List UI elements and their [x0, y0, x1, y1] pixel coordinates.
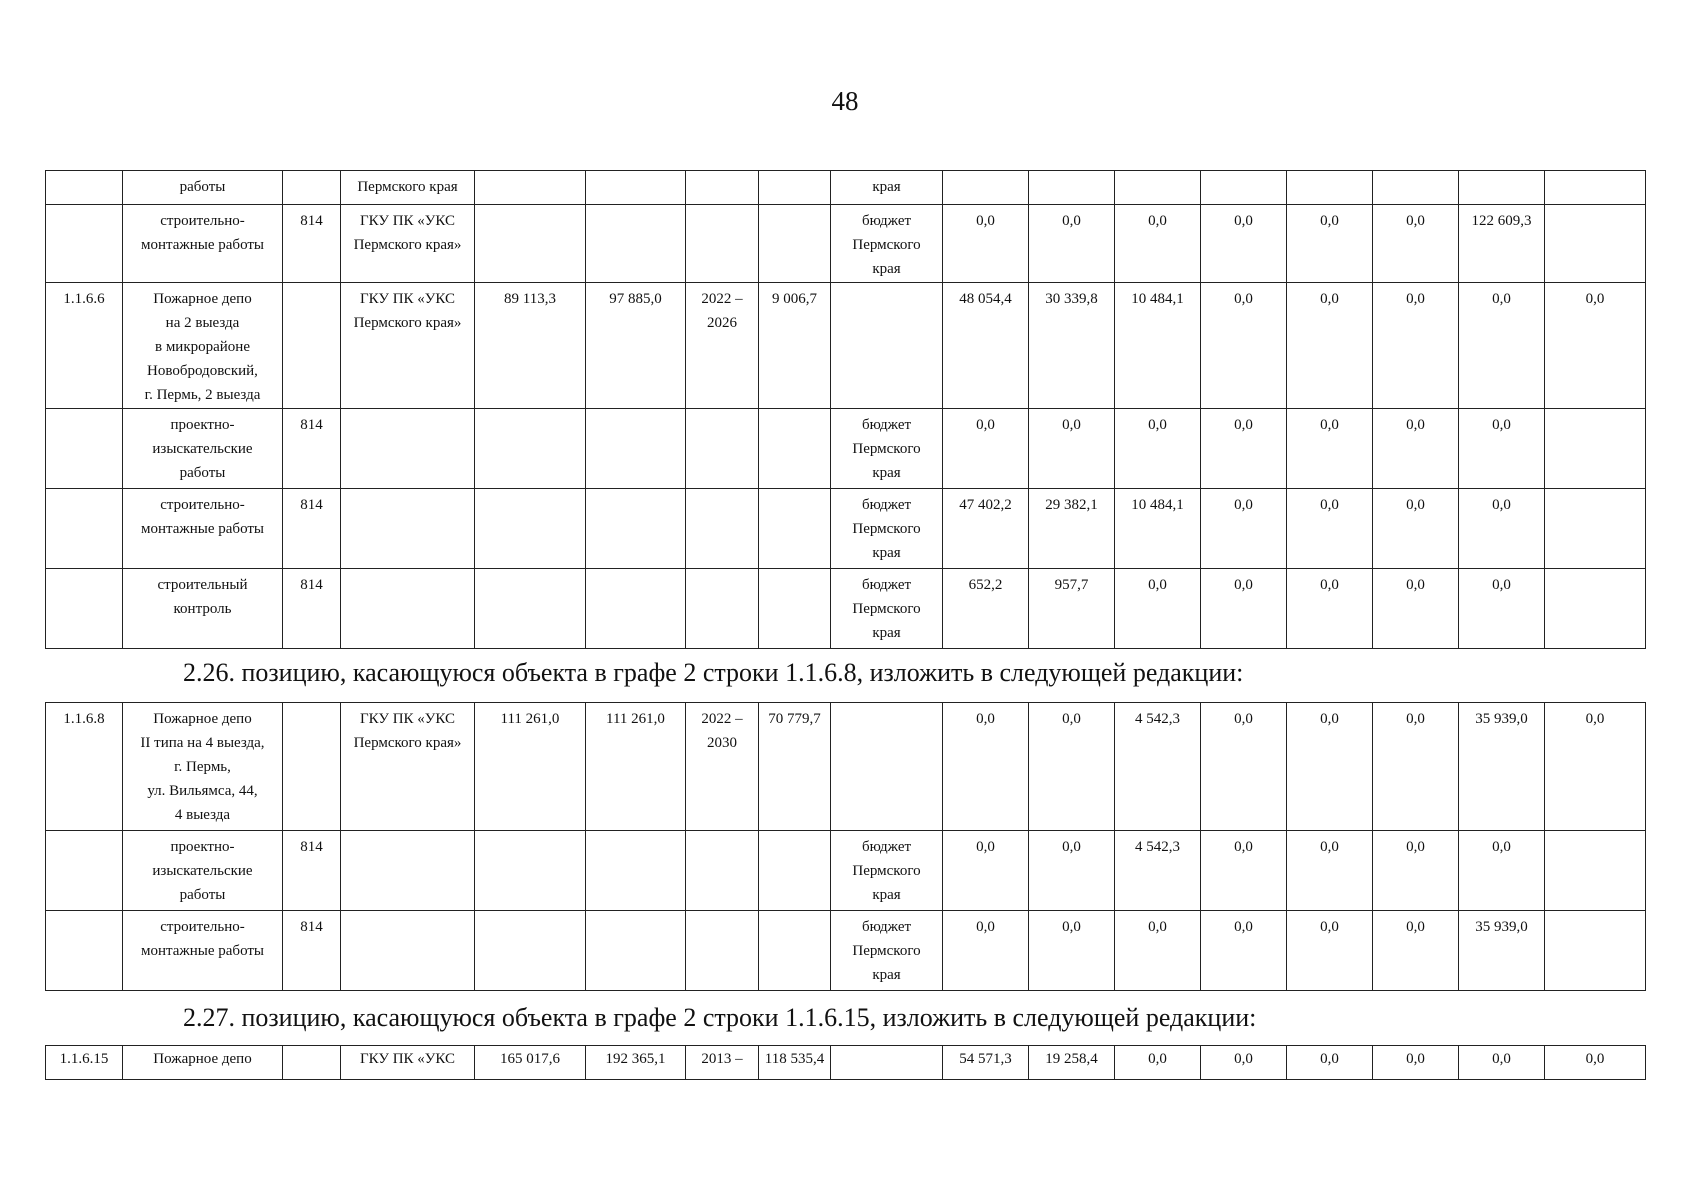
table-cell: 0,0	[1115, 205, 1201, 283]
table-cell	[341, 911, 475, 991]
table-cell	[586, 831, 686, 911]
table-cell: 0,0	[1201, 409, 1287, 489]
table-cell: края	[831, 171, 943, 205]
table-cell	[1545, 489, 1646, 569]
table-cell	[831, 1046, 943, 1080]
table-cell: 122 609,3	[1459, 205, 1545, 283]
table-cell	[759, 205, 831, 283]
table-cell	[1545, 205, 1646, 283]
table-cell	[943, 171, 1029, 205]
table-cell: 0,0	[1287, 409, 1373, 489]
table-cell: Пожарное депо на 2 выезда в микрорайоне Новобродовский, г. Пермь, 2 выезда	[123, 283, 283, 409]
table-cell: 30 339,8	[1029, 283, 1115, 409]
table-cell: 111 261,0	[586, 703, 686, 831]
table-cell	[831, 283, 943, 409]
table-cell: 0,0	[1029, 831, 1115, 911]
table-cell: 48 054,4	[943, 283, 1029, 409]
table-row	[46, 1046, 1646, 1080]
table-row	[46, 205, 1646, 283]
table-cell: 0,0	[1287, 911, 1373, 991]
table-cell	[475, 831, 586, 911]
table-cell	[1545, 409, 1646, 489]
table-cell	[46, 569, 123, 649]
table-cell: 0,0	[1201, 283, 1287, 409]
table-cell	[475, 911, 586, 991]
table-cell: 10 484,1	[1115, 489, 1201, 569]
table-cell: 70 779,7	[759, 703, 831, 831]
table-cell	[46, 911, 123, 991]
table-cell	[686, 409, 759, 489]
table-row	[46, 911, 1646, 991]
table-cell: 0,0	[1373, 831, 1459, 911]
table-cell: 0,0	[1459, 409, 1545, 489]
table-cell: ГКУ ПК «УКС Пермского края»	[341, 205, 475, 283]
table-cell	[686, 831, 759, 911]
table-cell: бюджет Пермского края	[831, 205, 943, 283]
table-cell: 0,0	[1201, 703, 1287, 831]
table-cell: строительно- монтажные работы	[123, 489, 283, 569]
table-cell	[46, 171, 123, 205]
table-cell	[759, 171, 831, 205]
table-cell: 0,0	[1115, 1046, 1201, 1080]
table-cell	[475, 489, 586, 569]
amendment-heading-2-27: 2.27. позицию, касающуюся объекта в графе 2 строки 1.1.6.15, изложить в следующей редакции:	[183, 1003, 1257, 1032]
table-cell	[586, 409, 686, 489]
table-cell: 0,0	[1373, 911, 1459, 991]
table-cell	[475, 205, 586, 283]
table-cell	[475, 409, 586, 489]
table-cell	[1287, 171, 1373, 205]
table-cell: 0,0	[1029, 409, 1115, 489]
table-cell: 165 017,6	[475, 1046, 586, 1080]
table-cell: 0,0	[1459, 489, 1545, 569]
table-cell	[1545, 569, 1646, 649]
table-cell: 35 939,0	[1459, 911, 1545, 991]
table-cell	[1115, 171, 1201, 205]
program-table-part-2	[45, 702, 1646, 991]
table-cell	[686, 569, 759, 649]
table-cell: 814	[283, 409, 341, 489]
table-cell	[759, 489, 831, 569]
table-cell	[586, 911, 686, 991]
table-cell	[341, 409, 475, 489]
table-cell: 0,0	[1029, 911, 1115, 991]
table-cell	[475, 569, 586, 649]
table-cell	[1201, 171, 1287, 205]
table-cell: бюджет Пермского края	[831, 489, 943, 569]
table-cell: 0,0	[1201, 1046, 1287, 1080]
table-cell	[586, 171, 686, 205]
table-cell: 1.1.6.6	[46, 283, 123, 409]
table-row	[46, 283, 1646, 409]
table-row	[46, 489, 1646, 569]
table-cell: 1.1.6.8	[46, 703, 123, 831]
table-cell: 957,7	[1029, 569, 1115, 649]
table-cell: Пермского края	[341, 171, 475, 205]
program-table-part-1	[45, 170, 1646, 649]
table-cell: бюджет Пермского края	[831, 911, 943, 991]
table-cell	[341, 489, 475, 569]
table-cell: бюджет Пермского края	[831, 569, 943, 649]
table-cell: 97 885,0	[586, 283, 686, 409]
table-cell: 0,0	[1459, 283, 1545, 409]
table-cell: 0,0	[1373, 409, 1459, 489]
table-cell: 0,0	[1115, 409, 1201, 489]
table-cell: 0,0	[943, 205, 1029, 283]
table-cell: проектно- изыскательские работы	[123, 831, 283, 911]
table-cell	[283, 283, 341, 409]
table-cell: 2013 –	[686, 1046, 759, 1080]
table-cell: Пожарное депо II типа на 4 выезда, г. Пермь, ул. Вильямса, 44, 4 выезда	[123, 703, 283, 831]
table-cell: 118 535,4	[759, 1046, 831, 1080]
table-cell: 0,0	[1115, 569, 1201, 649]
table-cell: 47 402,2	[943, 489, 1029, 569]
table-cell	[283, 1046, 341, 1080]
table-cell: 4 542,3	[1115, 703, 1201, 831]
table-cell	[46, 489, 123, 569]
table-cell: бюджет Пермского края	[831, 409, 943, 489]
table-cell: 0,0	[1373, 1046, 1459, 1080]
table-cell: 0,0	[1201, 831, 1287, 911]
table-cell: 29 382,1	[1029, 489, 1115, 569]
table-cell: 2022 – 2026	[686, 283, 759, 409]
amendment-heading-2-26: 2.26. позицию, касающуюся объекта в графе 2 строки 1.1.6.8, изложить в следующей редакции:	[183, 658, 1244, 687]
table-cell: 0,0	[1459, 1046, 1545, 1080]
table-cell: 192 365,1	[586, 1046, 686, 1080]
table-cell	[586, 489, 686, 569]
table-cell	[586, 569, 686, 649]
table-cell: 0,0	[1545, 703, 1646, 831]
table-cell	[1545, 831, 1646, 911]
table-cell: 0,0	[1201, 569, 1287, 649]
table-cell: 814	[283, 911, 341, 991]
table-cell	[1373, 171, 1459, 205]
table-cell: строительно- монтажные работы	[123, 205, 283, 283]
table-cell: Пожарное депо	[123, 1046, 283, 1080]
page-number: 48	[831, 86, 859, 116]
table-cell: 814	[283, 205, 341, 283]
table-cell: 89 113,3	[475, 283, 586, 409]
table-cell: 0,0	[1373, 569, 1459, 649]
table-cell	[1029, 171, 1115, 205]
table-cell	[475, 171, 586, 205]
table-cell: 0,0	[1373, 489, 1459, 569]
table-row	[46, 703, 1646, 831]
table-cell	[1545, 911, 1646, 991]
table-cell: 4 542,3	[1115, 831, 1201, 911]
table-cell: 0,0	[1201, 205, 1287, 283]
table-cell: проектно- изыскательские работы	[123, 409, 283, 489]
table-cell: 0,0	[1545, 1046, 1646, 1080]
table-cell: 10 484,1	[1115, 283, 1201, 409]
table-cell	[759, 569, 831, 649]
table-cell: 0,0	[1545, 283, 1646, 409]
table-cell	[46, 409, 123, 489]
table-cell: 111 261,0	[475, 703, 586, 831]
table-cell: 0,0	[1287, 283, 1373, 409]
table-cell: 0,0	[1459, 831, 1545, 911]
table-row	[46, 409, 1646, 489]
table-cell: 652,2	[943, 569, 1029, 649]
table-cell: 0,0	[1459, 569, 1545, 649]
table-cell	[283, 703, 341, 831]
table-cell	[759, 911, 831, 991]
table-cell: строительно- монтажные работы	[123, 911, 283, 991]
table-cell: 0,0	[1373, 283, 1459, 409]
table-cell	[1459, 171, 1545, 205]
table-cell: 35 939,0	[1459, 703, 1545, 831]
table-row	[46, 831, 1646, 911]
table-cell: 0,0	[1287, 569, 1373, 649]
table-cell: 0,0	[943, 911, 1029, 991]
table-cell: 0,0	[943, 409, 1029, 489]
table-cell: 0,0	[1029, 703, 1115, 831]
table-cell	[831, 703, 943, 831]
table-cell	[341, 831, 475, 911]
table-cell: ГКУ ПК «УКС Пермского края»	[341, 283, 475, 409]
table-cell	[283, 171, 341, 205]
table-cell: ГКУ ПК «УКС Пермского края»	[341, 703, 475, 831]
table-cell: строительный контроль	[123, 569, 283, 649]
table-cell	[686, 171, 759, 205]
table-cell	[759, 831, 831, 911]
table-cell: 9 006,7	[759, 283, 831, 409]
table-cell: 814	[283, 831, 341, 911]
table-cell	[46, 205, 123, 283]
table-cell: 0,0	[943, 831, 1029, 911]
table-cell: 0,0	[1287, 831, 1373, 911]
table-cell: бюджет Пермского края	[831, 831, 943, 911]
table-cell: ГКУ ПК «УКС	[341, 1046, 475, 1080]
table-cell: 0,0	[1287, 703, 1373, 831]
table-cell: 54 571,3	[943, 1046, 1029, 1080]
table-cell	[341, 569, 475, 649]
table-cell: 0,0	[1029, 205, 1115, 283]
table-cell	[586, 205, 686, 283]
table-cell: 0,0	[1373, 703, 1459, 831]
table-row	[46, 569, 1646, 649]
table-cell: 0,0	[1287, 205, 1373, 283]
table-cell: 814	[283, 569, 341, 649]
table-cell	[686, 205, 759, 283]
table-cell: 0,0	[1287, 1046, 1373, 1080]
table-cell: 19 258,4	[1029, 1046, 1115, 1080]
table-row	[46, 171, 1646, 205]
table-cell	[1545, 171, 1646, 205]
table-cell: работы	[123, 171, 283, 205]
table-cell: 1.1.6.15	[46, 1046, 123, 1080]
table-cell: 0,0	[1115, 911, 1201, 991]
table-cell: 0,0	[1201, 911, 1287, 991]
table-cell: 0,0	[943, 703, 1029, 831]
table-cell	[686, 911, 759, 991]
table-cell: 814	[283, 489, 341, 569]
table-cell	[759, 409, 831, 489]
table-cell	[46, 831, 123, 911]
table-cell: 0,0	[1373, 205, 1459, 283]
table-cell: 2022 – 2030	[686, 703, 759, 831]
program-table-part-3	[45, 1045, 1646, 1080]
table-cell: 0,0	[1287, 489, 1373, 569]
table-cell	[686, 489, 759, 569]
table-cell: 0,0	[1201, 489, 1287, 569]
